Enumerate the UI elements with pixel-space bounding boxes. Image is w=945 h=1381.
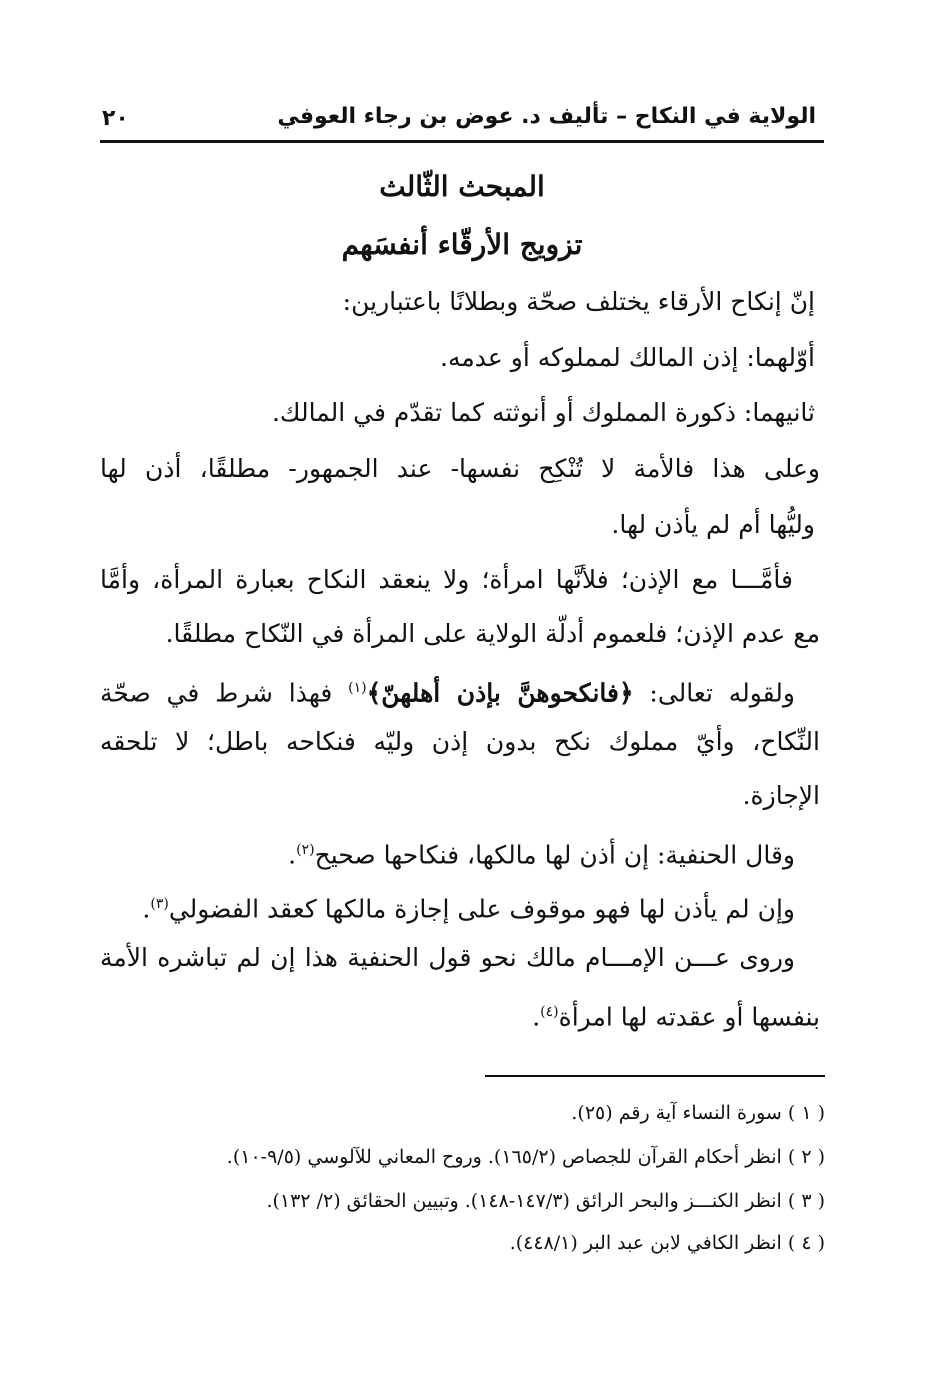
section-subtitle: تزويج الأرقّاء أنفسَهم <box>341 228 583 261</box>
body-line-11-end: . <box>288 840 297 870</box>
page-number: ٢٠ <box>102 106 129 131</box>
footnote-4: ( ٤ ) انظر الكافي لابن عبد البر (٤٤٨/١). <box>509 1232 825 1254</box>
body-line-8-end: فهذا شرط في صحّة <box>100 678 349 708</box>
body-line-9: النِّكاح، وأيّ مملوك نكح بدون إذن وليّه فنكاحه باطل؛ لا تلحقه <box>100 727 820 756</box>
body-line-12-end: . <box>142 894 151 924</box>
footnote-ref-4: (٤) <box>540 1004 559 1020</box>
running-header <box>100 100 824 143</box>
section-heading: المبحث الثّالث <box>379 170 545 203</box>
body-line-14-text: بنفسها أو عقدته لها امرأة <box>558 1002 820 1032</box>
body-line-11-text: وقال الحنفية: إن أذن لها مالكها، فنكاحها صحيح <box>314 840 795 870</box>
header-title: الولاية في النكاح – تأليف د. عوض بن رجاء العوفي <box>277 104 816 129</box>
footnote-1: ( ١ ) سورة النساء آية رقم (٢٥). <box>571 1102 825 1124</box>
body-line-7: مع عدم الإذن؛ فلعموم أدلّة الولاية على المرأة في النّكاح مطلقًا. <box>165 619 820 648</box>
footnote-3: ( ٣ ) انظر الكنـــز والبحر الرائق (١٤٧/٣-١٤٨). وتبيين الحقائق (٢/ ١٣٢). <box>266 1190 825 1212</box>
body-line-8 <box>100 668 795 713</box>
body-line-14 <box>532 992 820 1037</box>
quran-verse: ﴿فانكحوهنَّ بإذن أهلهنّ﴾ <box>366 678 634 708</box>
body-line-3: ثانيهما: ذكورة المملوك أو أنوثته كما تقدّم في المالك. <box>271 398 815 427</box>
body-line-5: وليُّها أم لم يأذن لها. <box>611 510 815 539</box>
body-line-6: فأمَّـــا مع الإذن؛ فلأنَّها امرأة؛ ولا ينعقد النكاح بعبارة المرأة، وأمَّا <box>100 565 793 594</box>
body-line-12 <box>142 884 795 929</box>
body-line-10: الإجازة. <box>742 781 820 810</box>
footnote-divider <box>485 1075 825 1077</box>
footnote-ref-2: (٢) <box>296 842 315 858</box>
body-line-13: وروى عـــن الإمـــام مالك نحو قول الحنفية هذا إن لم تباشره الأمة <box>100 943 795 972</box>
body-line-1: إنّ إنكاح الأرقاء يختلف صحّة وبطلانًا باعتبارين: <box>342 287 815 316</box>
body-line-2: أوّلهما: إذن المالك لمملوكه أو عدمه. <box>440 343 815 372</box>
body-line-14-end: . <box>532 1002 541 1032</box>
footnote-2: ( ٢ ) انظر أحكام القرآن للجصاص (١٦٥/٢). وروح المعاني للآلوسي (٩/٥-١٠). <box>226 1146 825 1168</box>
body-line-8-start: ولقوله تعالى: <box>633 678 795 708</box>
footnote-ref-1: (١) <box>348 680 367 696</box>
footnote-ref-3: (٣) <box>150 896 169 912</box>
body-line-4: وعلى هذا فالأمة لا تُنْكِح نفسها- عند الجمهور- مطلقًا، أذن لها <box>100 454 820 483</box>
body-line-12-text: وإن لم يأذن لها فهو موقوف على إجازة مالكها كعقد الفضولي <box>168 894 795 924</box>
body-line-11 <box>288 830 795 875</box>
